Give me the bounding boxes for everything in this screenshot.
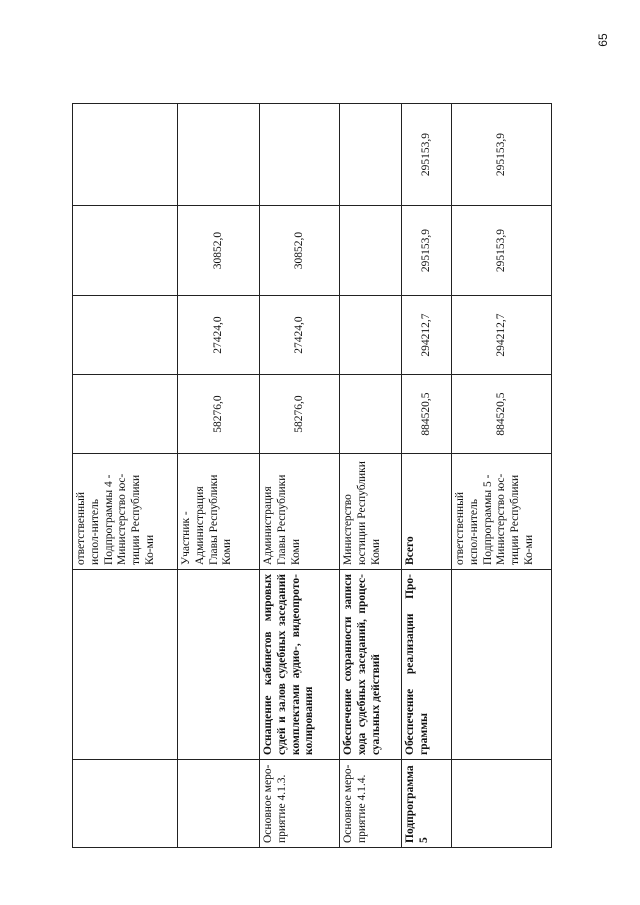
value-year-3 — [260, 104, 340, 206]
value-total — [73, 375, 178, 454]
table-row — [73, 104, 178, 848]
row-name: Обеспечение реализации Про-граммы — [402, 570, 452, 760]
value-year-2 — [340, 206, 402, 296]
value-year-1: 294212,7 — [452, 296, 552, 375]
value-total: 884520,5 — [452, 375, 552, 454]
value-total: 58276,0 — [178, 375, 260, 454]
value-total — [340, 375, 402, 454]
value-total: 58276,0 — [260, 375, 340, 454]
row-code: Основное меро-приятие 4.1.4. — [340, 760, 402, 848]
program-funding-table — [72, 103, 552, 848]
value-year-1: 27424,0 — [178, 296, 260, 375]
value-year-1 — [73, 296, 178, 375]
rotated-table-container — [72, 104, 564, 848]
row-code — [73, 760, 178, 848]
row-name: Оснащение кабинетов мировых судей и залов судебных заседаний комплектами аудио-, видеопрото-колирования — [260, 570, 340, 760]
row-executor: Министерство юстиции Республики Коми — [340, 454, 402, 570]
value-year-2: 295153,9 — [402, 206, 452, 296]
page-number: 65 — [596, 33, 610, 47]
row-name — [452, 570, 552, 760]
value-year-2 — [73, 206, 178, 296]
table-row — [452, 104, 552, 848]
value-year-2: 30852,0 — [178, 206, 260, 296]
row-code: Основное меро-приятие 4.1.3. — [260, 760, 340, 848]
table-row — [340, 104, 402, 848]
value-year-3: 295153,9 — [452, 104, 552, 206]
value-year-1 — [340, 296, 402, 375]
table-row — [260, 104, 340, 848]
value-total: 884520,5 — [402, 375, 452, 454]
value-year-3 — [340, 104, 402, 206]
row-executor: ответственный испол-нитель Подпрограммы 5 - Министерство юс-тиции Республики Ко-ми — [452, 454, 552, 570]
row-name — [73, 570, 178, 760]
table-row — [402, 104, 452, 848]
row-executor: Участник - Администрация Главы Республики Коми — [178, 454, 260, 570]
value-year-1: 294212,7 — [402, 296, 452, 375]
value-year-1: 27424,0 — [260, 296, 340, 375]
value-year-2: 295153,9 — [452, 206, 552, 296]
row-name — [178, 570, 260, 760]
row-code: Подпрограмма 5 — [402, 760, 452, 848]
row-code — [178, 760, 260, 848]
row-name: Обеспечение сохранности записи хода судебных заседаний, процес-суальных действий — [340, 570, 402, 760]
value-year-3 — [73, 104, 178, 206]
value-year-2: 30852,0 — [260, 206, 340, 296]
value-year-3 — [178, 104, 260, 206]
row-executor: Всего — [402, 454, 452, 570]
value-year-3: 295153,9 — [402, 104, 452, 206]
row-executor: ответственный испол-нитель Подпрограммы 4 - Министерство юс-тиции Республики Ко-ми — [73, 454, 178, 570]
table-row — [178, 104, 260, 848]
row-code — [452, 760, 552, 848]
row-executor: Администрация Главы Республики Коми — [260, 454, 340, 570]
